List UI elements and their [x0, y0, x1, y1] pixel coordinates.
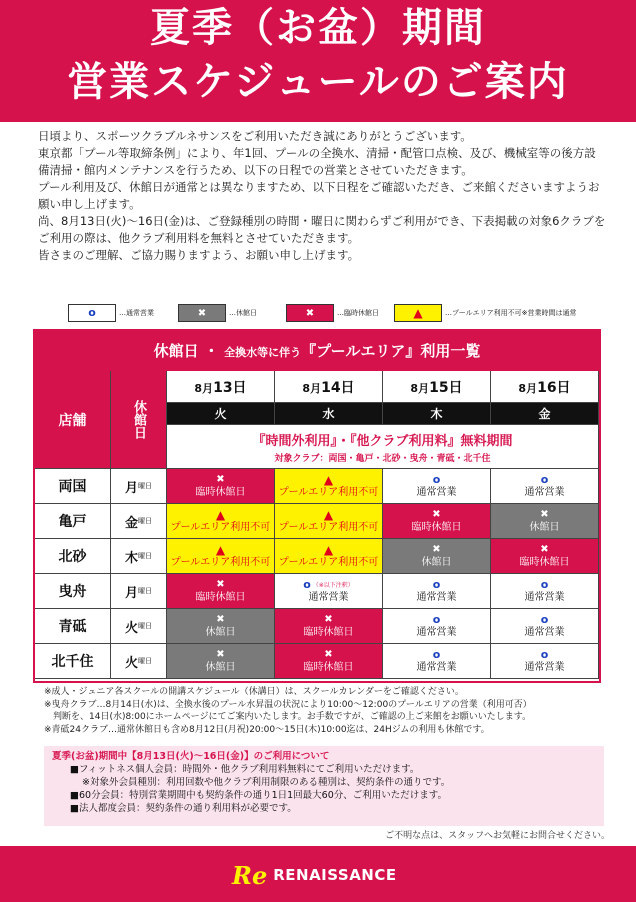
- schedule-cell: [275, 644, 383, 679]
- store-name: 亀戸: [58, 514, 87, 530]
- legend-swatch: [68, 304, 116, 322]
- triangle-icon: ▲: [215, 507, 226, 522]
- closed-day-header-label: 休館日: [131, 400, 146, 439]
- store-header: [35, 371, 111, 469]
- weekday-header: [491, 403, 599, 425]
- store-name: 両国: [58, 479, 87, 495]
- special-item: ■法人都度会員：契約条件の通り利用料が必要です。: [70, 803, 297, 814]
- cross-icon: ✖: [540, 543, 549, 555]
- store-name: 北千住: [51, 654, 94, 670]
- table-heading-small: 全換水等に伴う: [224, 346, 302, 359]
- special-item: ■60分会員：特別営業期間中も契約条件の通り1日1回最大60分、ご利用いただけます。: [70, 790, 447, 801]
- store-name: 曳舟: [58, 584, 87, 600]
- free-period-banner: [167, 425, 599, 469]
- closed-day: 木: [124, 550, 138, 566]
- cross-icon: ✖: [432, 543, 441, 555]
- special-item: ■フィットネス個人会員：時間外・他クラブ利用料無料にてご利用いただけます。: [70, 764, 420, 775]
- schedule-cell: [167, 609, 275, 644]
- schedule-status: 臨時休館日: [195, 486, 246, 498]
- schedule-cell: [383, 574, 491, 609]
- schedule-status: プールエリア利用不可: [278, 521, 379, 533]
- note-line: ※曳舟クラブ…8月14日(水)は、全換水後のプール水昇温の状況により10:00〜12:00のプールエリアの営業（利用可否）: [44, 699, 532, 710]
- legend-item-normal: [68, 303, 154, 323]
- cross-icon: ✖: [216, 648, 225, 660]
- legend-swatch: [394, 304, 442, 322]
- circle-icon: o: [540, 472, 549, 486]
- page-title-line1: 夏季（お盆）期間: [150, 5, 486, 51]
- schedule-cell: [167, 539, 275, 574]
- store-header-label: 店舗: [58, 412, 87, 429]
- closed-day-suffix: 曜日: [138, 587, 152, 595]
- schedule-cell: [491, 574, 599, 609]
- cross-icon: ✖: [305, 307, 315, 319]
- schedule-cell: [275, 469, 383, 504]
- date-header: [383, 371, 491, 403]
- closed-day: 火: [124, 620, 138, 636]
- special-heading: 夏季(お盆)期間中【8月13日(火)〜16日(金)】のご利用について: [52, 751, 330, 762]
- schedule-cell: [275, 504, 383, 539]
- closed-day-suffix: 曜日: [138, 657, 152, 665]
- schedule-cell: [275, 539, 383, 574]
- schedule-status: プールエリア利用不可: [278, 556, 379, 568]
- legend-swatch: [178, 304, 226, 322]
- legend-item-pool-unavailable: [394, 303, 577, 323]
- schedule-cell: [383, 469, 491, 504]
- schedule-cell: [491, 469, 599, 504]
- cross-icon: ✖: [324, 613, 333, 625]
- closed-day-cell: [111, 574, 167, 609]
- cross-icon: ✖: [432, 508, 441, 520]
- cross-icon: ✖: [216, 473, 225, 485]
- schedule-status: 休館日: [205, 661, 236, 673]
- cross-icon: ✖: [216, 578, 225, 590]
- schedule-cell: [383, 644, 491, 679]
- schedule-status: 臨時休館日: [303, 626, 354, 638]
- schedule-status: 臨時休館日: [519, 556, 570, 568]
- free-period-title: 『時間外利用』・『他クラブ利用料』無料期間: [252, 433, 513, 449]
- schedule-cell: [275, 574, 383, 609]
- date-header: [491, 371, 599, 403]
- circle-icon: o: [432, 612, 441, 626]
- date-header: [275, 371, 383, 403]
- circle-icon: o: [432, 472, 441, 486]
- schedule-status: 臨時休館日: [411, 521, 462, 533]
- notes: [44, 686, 604, 736]
- cell-note: （※以下注釈）: [312, 582, 354, 589]
- intro-paragraph: 日頃より、スポーツクラブルネサンスをご利用いただき誠にありがとうございます。: [38, 129, 472, 143]
- schedule-status: 休館日: [421, 556, 452, 568]
- date-header: [167, 371, 275, 403]
- logo-text: RENAISSANCE: [273, 866, 397, 884]
- closed-day-suffix: 曜日: [138, 552, 152, 560]
- schedule-status: 通常営業: [524, 626, 565, 638]
- closed-day: 月: [124, 480, 138, 496]
- schedule-status: 休館日: [205, 626, 236, 638]
- intro-paragraph: 皆さまのご理解、ご協力賜りますよう、お願い申し上げます。: [38, 248, 360, 262]
- cross-icon: ✖: [216, 613, 225, 625]
- store-name: 北砂: [58, 549, 87, 565]
- circle-icon: o: [432, 647, 441, 661]
- schedule-status: 休館日: [529, 521, 560, 533]
- schedule-status: 通常営業: [416, 591, 457, 603]
- schedule-status: 通常営業: [416, 626, 457, 638]
- triangle-icon: ▲: [215, 542, 226, 557]
- renaissance-logo[interactable]: [232, 862, 397, 888]
- schedule-status: プールエリア利用不可: [170, 556, 271, 568]
- triangle-icon: ▲: [323, 507, 334, 522]
- weekday-header: [167, 403, 275, 425]
- legend-label: …休館日: [229, 309, 257, 317]
- triangle-icon: ▲: [323, 542, 334, 557]
- closed-day-header: [111, 371, 167, 469]
- schedule-cell: [167, 469, 275, 504]
- intro-paragraph: 東京都「プール等取締条例」により、年1回、プールの全換水、清掃・配管口点検、及び、機械室等の後方設備清掃・館内メンテナンスを行うため、以下の日程での営業とさせていただきます。: [38, 146, 596, 177]
- legend-label: …臨時休館日: [337, 309, 379, 317]
- circle-icon: o: [432, 577, 441, 591]
- intro-text: [38, 128, 606, 264]
- schedule-cell: [491, 504, 599, 539]
- schedule-status: 通常営業: [524, 486, 565, 498]
- store-cell: [35, 574, 111, 609]
- circle-icon: o: [88, 306, 96, 319]
- schedule-status: 通常営業: [308, 591, 349, 603]
- table-heading-tail: 『プールエリア』利用一覧: [301, 342, 481, 360]
- date-month: 8月: [194, 381, 214, 395]
- store-name: 青砥: [58, 619, 87, 635]
- closed-day-cell: [111, 609, 167, 644]
- weekday-label: 木: [430, 407, 443, 421]
- legend: [68, 303, 608, 323]
- weekday-label: 火: [214, 407, 227, 421]
- store-cell: [35, 504, 111, 539]
- weekday-header: [275, 403, 383, 425]
- cross-icon: ✖: [324, 648, 333, 660]
- closed-day: 火: [124, 655, 138, 671]
- footer-banner: [0, 846, 636, 902]
- table-heading: [35, 331, 599, 371]
- triangle-icon: ▲: [323, 472, 334, 487]
- store-cell: [35, 644, 111, 679]
- store-cell: [35, 609, 111, 644]
- contact-note: ご不明な点は、スタッフへお気軽にお問合せください。: [385, 831, 610, 841]
- date-day: 14日: [321, 379, 355, 396]
- date-month: 8月: [302, 381, 322, 395]
- schedule-cell: [491, 644, 599, 679]
- weekday-header: [383, 403, 491, 425]
- schedule-cell: [275, 609, 383, 644]
- date-day: 13日: [213, 379, 247, 396]
- schedule-status: プールエリア利用不可: [278, 486, 379, 498]
- schedule-cell: [167, 504, 275, 539]
- note-line: ※青砥24クラブ…通常休館日も含め8月12日(月祝)20:00〜15日(木)10:00迄は、24Hジムの利用も休館です。: [44, 724, 490, 735]
- schedule-cell: [383, 539, 491, 574]
- schedule-status: プールエリア利用不可: [170, 521, 271, 533]
- store-cell: [35, 469, 111, 504]
- schedule-cell: [383, 609, 491, 644]
- closed-day-suffix: 曜日: [138, 622, 152, 630]
- date-day: 16日: [537, 379, 571, 396]
- note-line: 判断を、14日(水)8:00にホームページにてご案内いたします。お手数ですが、ご確認の上ご来館をお願いいたします。: [44, 712, 532, 722]
- closed-day: 金: [124, 515, 138, 531]
- schedule-status: 通常営業: [524, 661, 565, 673]
- weekday-label: 水: [322, 407, 335, 421]
- note-line: ※成人・ジュニア各スクールの開講スケジュール（休講日）は、スクールカレンダーをご確認ください。: [44, 687, 464, 697]
- special-item: ※対象外会員種別：利用回数や他クラブ利用制限のある種別は、契約条件の通りです。: [82, 777, 451, 788]
- table-heading-main: 休館日 ・: [153, 342, 225, 360]
- intro-paragraph: 尚、8月13日(火)〜16日(金)は、ご登録種別の時間・曜日に関わらずご利用ができ、下表掲載の対象6クラブをご利用の際は、他クラブ利用料を無料とさせていただきます。: [38, 214, 606, 245]
- schedule-status: 通常営業: [524, 591, 565, 603]
- schedule-cell: [491, 609, 599, 644]
- page-title-line2: 営業スケジュールのご案内: [67, 59, 569, 105]
- schedule-status: 通常営業: [416, 486, 457, 498]
- title-banner: [0, 0, 636, 122]
- schedule-cell: [491, 539, 599, 574]
- cross-icon: ✖: [540, 508, 549, 520]
- legend-item-temp-closed: [286, 303, 379, 323]
- cross-icon: ✖: [197, 307, 207, 319]
- circle-icon: o: [540, 612, 549, 626]
- schedule-cell: [383, 504, 491, 539]
- schedule-status: 通常営業: [416, 661, 457, 673]
- free-period-target: 対象クラブ：両国・亀戸・北砂・曳舟・青砥・北千住: [274, 453, 491, 464]
- closed-day-cell: [111, 469, 167, 504]
- legend-label: …通常営業: [119, 309, 154, 317]
- circle-icon: o: [540, 577, 549, 591]
- circle-icon: o: [303, 577, 311, 591]
- closed-day-cell: [111, 504, 167, 539]
- circle-icon: o: [540, 647, 549, 661]
- closed-day: 月: [124, 585, 138, 601]
- schedule-cell: [167, 574, 275, 609]
- legend-item-closed: [178, 303, 257, 323]
- schedule-status: 臨時休館日: [303, 661, 354, 673]
- closed-day-suffix: 曜日: [138, 482, 152, 490]
- date-day: 15日: [429, 379, 463, 396]
- logo-mark-icon: Re: [232, 860, 268, 890]
- closed-day-suffix: 曜日: [138, 517, 152, 525]
- date-month: 8月: [410, 381, 430, 395]
- closed-day-cell: [111, 644, 167, 679]
- schedule-table: [33, 329, 601, 683]
- schedule-cell: [167, 644, 275, 679]
- store-cell: [35, 539, 111, 574]
- legend-label: …プールエリア利用不可※営業時間は通常: [445, 309, 577, 317]
- special-period-info: [44, 746, 604, 826]
- schedule-status: 臨時休館日: [195, 591, 246, 603]
- weekday-label: 金: [538, 407, 551, 421]
- closed-day-cell: [111, 539, 167, 574]
- triangle-icon: ▲: [413, 306, 423, 320]
- intro-paragraph: プール利用及び、休館日が通常とは異なりますため、以下日程をご確認いただき、ご来館くださいますようお願い申し上げます。: [38, 180, 600, 211]
- legend-swatch: [286, 304, 334, 322]
- date-month: 8月: [518, 381, 538, 395]
